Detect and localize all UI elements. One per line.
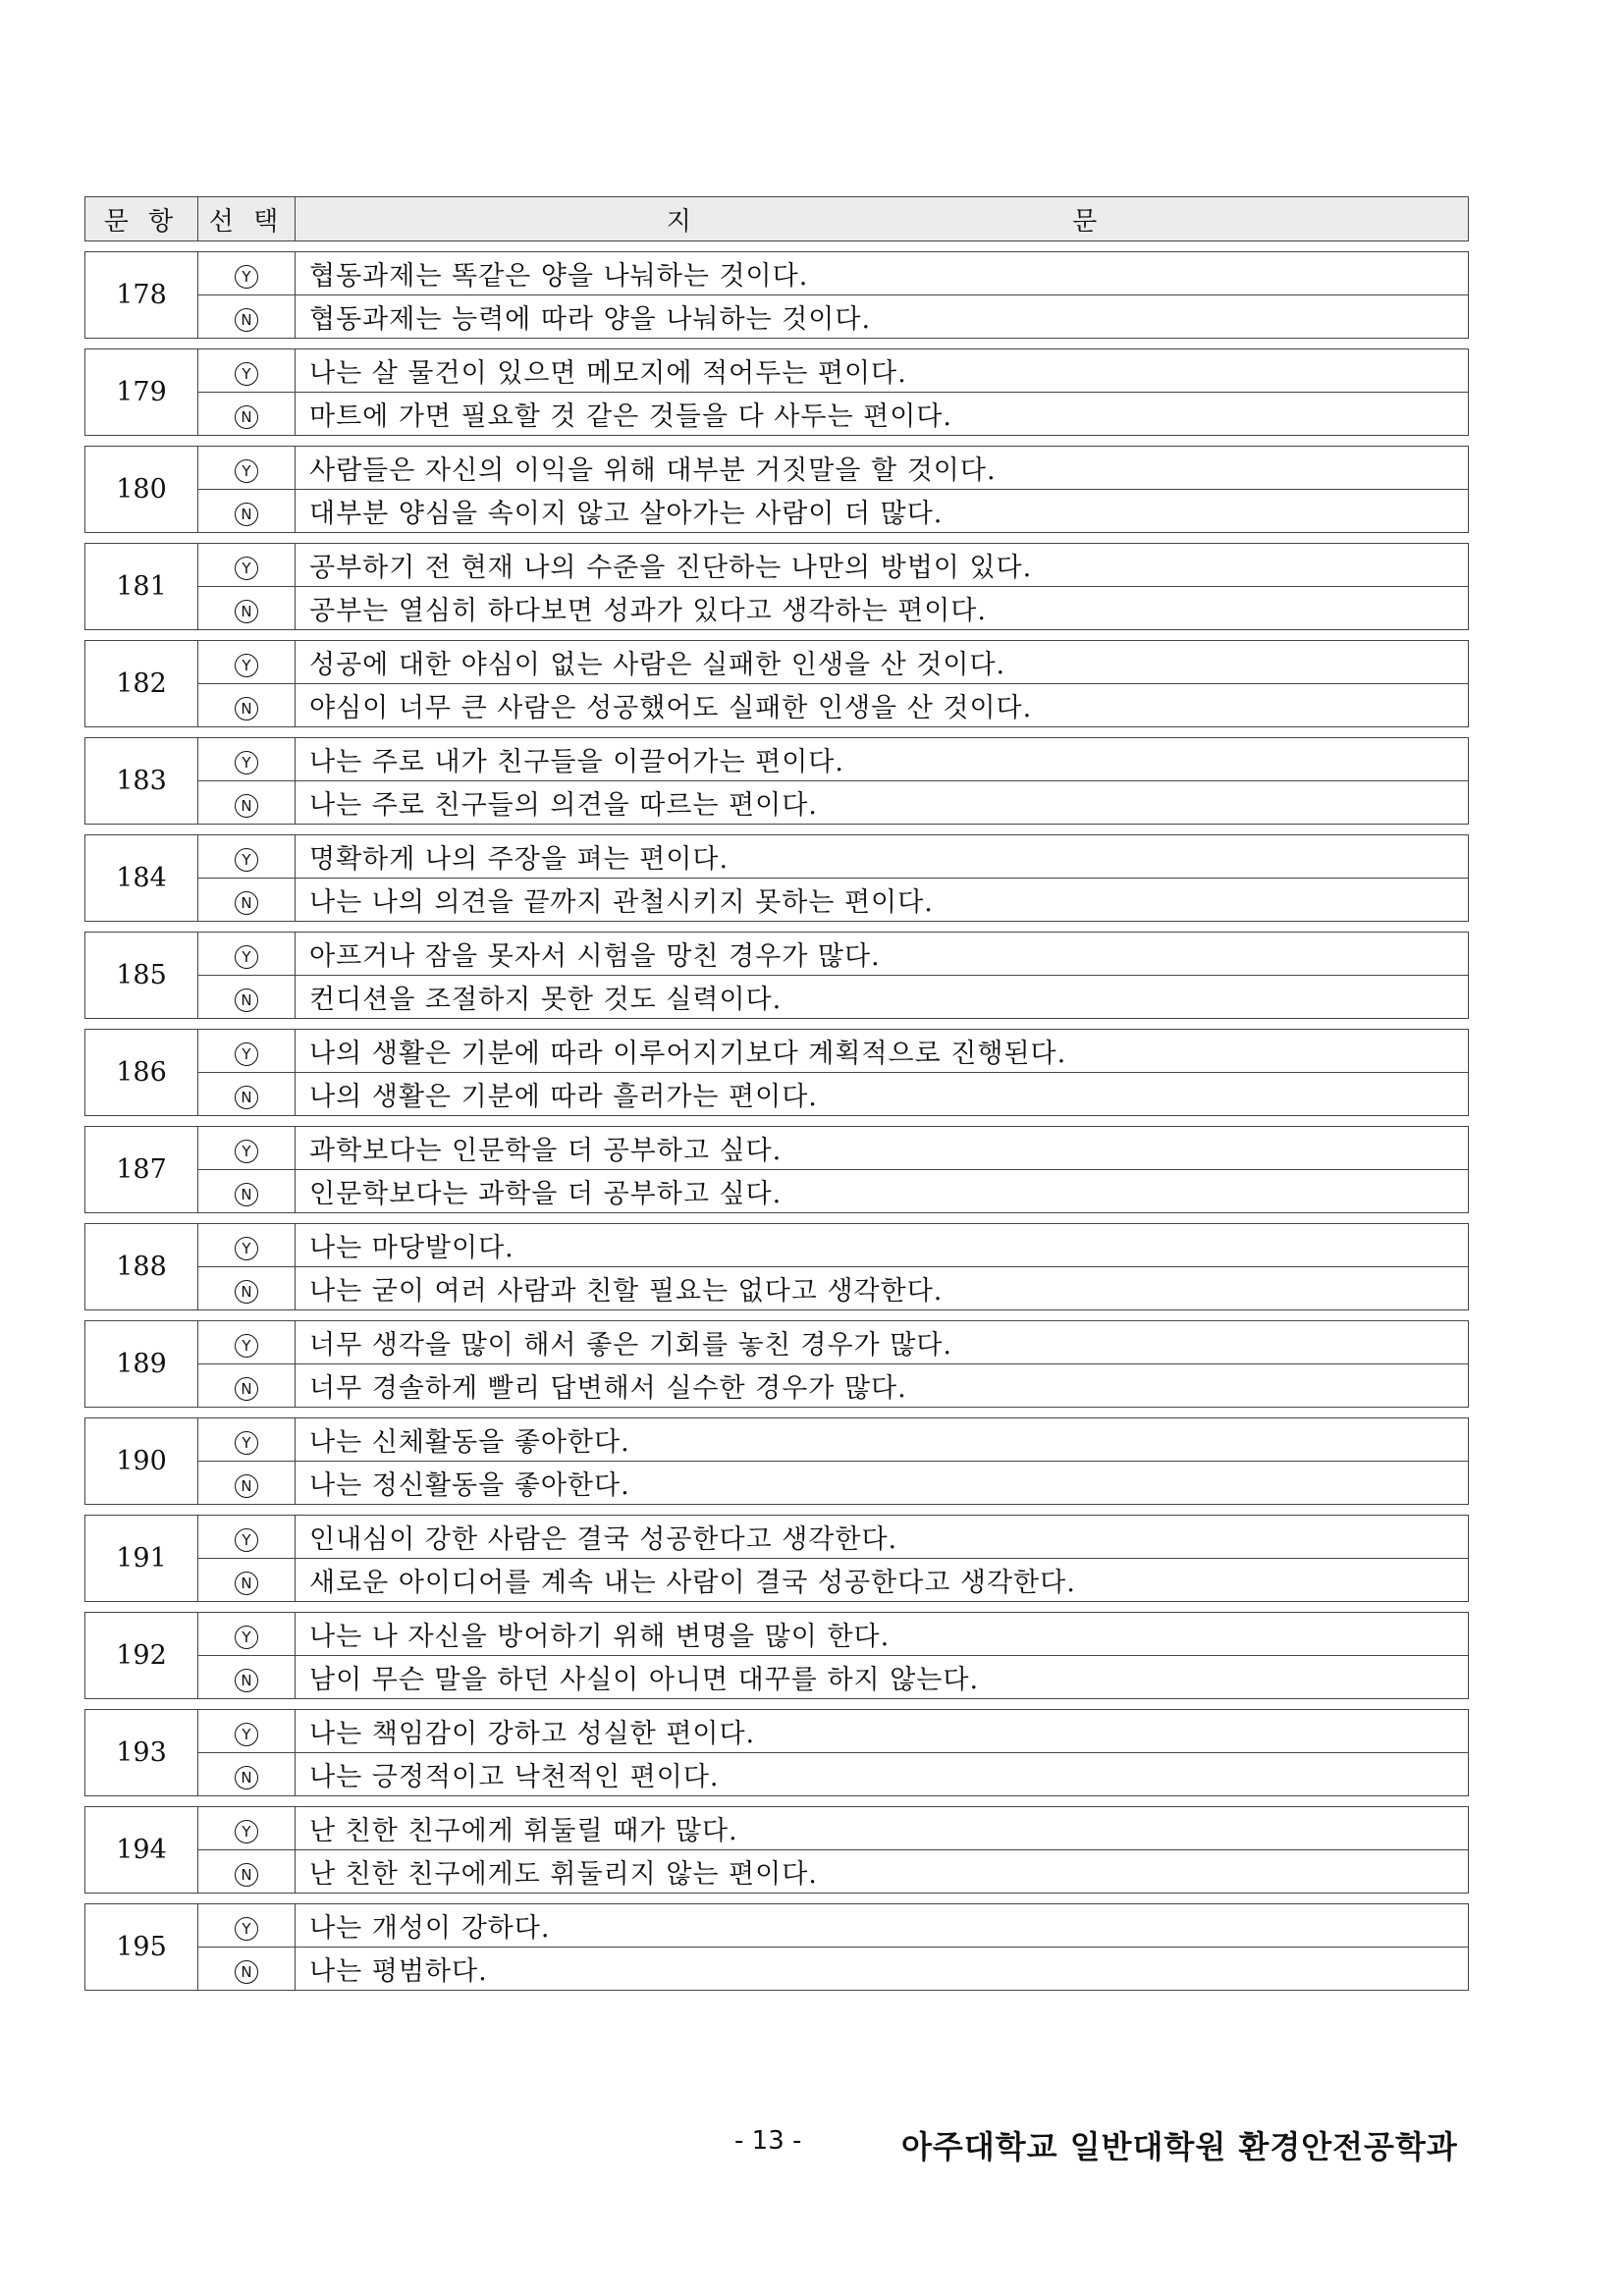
question-number: 191 bbox=[85, 1516, 198, 1602]
question-sheet bbox=[84, 196, 1469, 1991]
question-item bbox=[84, 1320, 1469, 1408]
statement-n: 협동과제는 능력에 따라 양을 나눠하는 것이다. bbox=[296, 295, 1469, 339]
choice-row-y bbox=[85, 1516, 1469, 1559]
choice-n-cell[interactable] bbox=[198, 490, 296, 533]
statement-n: 나는 나의 의견을 끝까지 관철시키지 못하는 편이다. bbox=[296, 879, 1469, 922]
statement-n: 대부분 양심을 속이지 않고 살아가는 사람이 더 많다. bbox=[296, 490, 1469, 533]
header-choice: 선 택 bbox=[198, 197, 296, 241]
question-number: 190 bbox=[85, 1418, 198, 1505]
statement-y: 명확하게 나의 주장을 펴는 편이다. bbox=[296, 835, 1469, 879]
choice-n-icon[interactable]: N bbox=[235, 308, 258, 332]
choice-row-y bbox=[85, 1710, 1469, 1753]
choice-row-y bbox=[85, 349, 1469, 393]
choice-n-icon[interactable]: N bbox=[235, 1960, 258, 1984]
choice-row-n bbox=[85, 490, 1469, 533]
choice-y-cell[interactable] bbox=[198, 1418, 296, 1462]
question-number: 181 bbox=[85, 544, 198, 630]
choice-y-cell[interactable] bbox=[198, 1710, 296, 1753]
question-item bbox=[84, 543, 1469, 630]
page-footer bbox=[0, 2122, 1623, 2165]
question-number: 194 bbox=[85, 1807, 198, 1894]
question-item bbox=[84, 1126, 1469, 1213]
choice-row-y bbox=[85, 1127, 1469, 1170]
choice-n-cell[interactable] bbox=[198, 976, 296, 1019]
statement-n: 나는 긍정적이고 낙천적인 편이다. bbox=[296, 1753, 1469, 1796]
choice-row-y bbox=[85, 544, 1469, 587]
question-item bbox=[84, 1223, 1469, 1310]
choice-row-n bbox=[85, 1462, 1469, 1505]
statement-n: 야심이 너무 큰 사람은 성공했어도 실패한 인생을 산 것이다. bbox=[296, 684, 1469, 727]
choice-n-cell[interactable] bbox=[198, 1559, 296, 1602]
statement-n: 나는 굳이 여러 사람과 친할 필요는 없다고 생각한다. bbox=[296, 1267, 1469, 1310]
question-number: 183 bbox=[85, 738, 198, 825]
choice-row-y bbox=[85, 641, 1469, 684]
choice-n-icon[interactable]: N bbox=[235, 891, 258, 915]
choice-n-icon[interactable]: N bbox=[235, 1669, 258, 1692]
choice-n-icon[interactable]: N bbox=[235, 1863, 258, 1887]
question-item bbox=[84, 834, 1469, 922]
question-item bbox=[84, 640, 1469, 727]
choice-n-icon[interactable]: N bbox=[235, 600, 258, 623]
question-number: 182 bbox=[85, 641, 198, 727]
choice-n-cell[interactable] bbox=[198, 1170, 296, 1213]
choice-y-cell[interactable] bbox=[198, 544, 296, 587]
statement-n: 나의 생활은 기분에 따라 흘러가는 편이다. bbox=[296, 1073, 1469, 1116]
choice-row-y bbox=[85, 1807, 1469, 1850]
choice-row-y bbox=[85, 447, 1469, 490]
choice-n-cell[interactable] bbox=[198, 684, 296, 727]
choice-row-y bbox=[85, 1321, 1469, 1364]
statement-y: 과학보다는 인문학을 더 공부하고 싶다. bbox=[296, 1127, 1469, 1170]
statement-y: 너무 생각을 많이 해서 좋은 기회를 놓친 경우가 많다. bbox=[296, 1321, 1469, 1364]
statement-y: 성공에 대한 야심이 없는 사람은 실패한 인생을 산 것이다. bbox=[296, 641, 1469, 684]
choice-row-y bbox=[85, 933, 1469, 976]
choice-y-cell[interactable] bbox=[198, 1807, 296, 1850]
statement-n: 너무 경솔하게 빨리 답변해서 실수한 경우가 많다. bbox=[296, 1364, 1469, 1408]
statement-y: 나는 마당발이다. bbox=[296, 1224, 1469, 1267]
question-number: 180 bbox=[85, 447, 198, 533]
choice-row-n bbox=[85, 295, 1469, 339]
statement-y: 아프거나 잠을 못자서 시험을 망친 경우가 많다. bbox=[296, 933, 1469, 976]
choice-row-n bbox=[85, 1559, 1469, 1602]
question-number: 185 bbox=[85, 933, 198, 1019]
choice-y-cell[interactable] bbox=[198, 252, 296, 295]
choice-n-cell[interactable] bbox=[198, 1753, 296, 1796]
choice-y-icon[interactable]: Y bbox=[235, 1042, 258, 1066]
statement-y: 나는 살 물건이 있으면 메모지에 적어두는 편이다. bbox=[296, 349, 1469, 393]
choice-y-cell[interactable] bbox=[198, 1127, 296, 1170]
question-item bbox=[84, 446, 1469, 533]
choice-y-icon[interactable]: Y bbox=[235, 1528, 258, 1552]
question-number: 192 bbox=[85, 1613, 198, 1699]
statement-n: 인문학보다는 과학을 더 공부하고 싶다. bbox=[296, 1170, 1469, 1213]
choice-n-icon[interactable]: N bbox=[235, 1572, 258, 1595]
choice-n-cell[interactable] bbox=[198, 1364, 296, 1408]
choice-row-y bbox=[85, 1224, 1469, 1267]
question-number: 195 bbox=[85, 1904, 198, 1991]
choice-n-icon[interactable]: N bbox=[235, 405, 258, 429]
question-item bbox=[84, 1709, 1469, 1796]
choice-row-n bbox=[85, 1073, 1469, 1116]
choice-n-icon[interactable]: N bbox=[235, 503, 258, 526]
choice-y-icon[interactable]: Y bbox=[235, 1237, 258, 1260]
statement-y: 나는 신체활동을 좋아한다. bbox=[296, 1418, 1469, 1462]
choice-y-icon[interactable]: Y bbox=[235, 751, 258, 774]
statement-y: 난 친한 친구에게 휘둘릴 때가 많다. bbox=[296, 1807, 1469, 1850]
statement-n: 새로운 아이디어를 계속 내는 사람이 결국 성공한다고 생각한다. bbox=[296, 1559, 1469, 1602]
choice-row-n bbox=[85, 879, 1469, 922]
statement-n: 나는 주로 친구들의 의견을 따르는 편이다. bbox=[296, 781, 1469, 825]
question-item bbox=[84, 1806, 1469, 1894]
choice-y-cell[interactable] bbox=[198, 1224, 296, 1267]
question-item bbox=[84, 1903, 1469, 1991]
choice-y-cell[interactable] bbox=[198, 1030, 296, 1073]
choice-y-icon[interactable]: Y bbox=[235, 362, 258, 386]
statement-y: 나는 나 자신을 방어하기 위해 변명을 많이 한다. bbox=[296, 1613, 1469, 1656]
choice-row-y bbox=[85, 738, 1469, 781]
choice-y-icon[interactable]: Y bbox=[235, 1820, 258, 1843]
question-item bbox=[84, 737, 1469, 825]
choice-y-icon[interactable]: Y bbox=[235, 1626, 258, 1649]
choice-y-cell[interactable] bbox=[198, 641, 296, 684]
choice-row-y bbox=[85, 1904, 1469, 1948]
statement-y: 나는 주로 내가 친구들을 이끌어가는 편이다. bbox=[296, 738, 1469, 781]
page-number: - 13 - bbox=[734, 2126, 802, 2156]
choice-n-cell[interactable] bbox=[198, 1948, 296, 1991]
choice-row-y bbox=[85, 1418, 1469, 1462]
choice-y-cell[interactable] bbox=[198, 1321, 296, 1364]
choice-row-y bbox=[85, 1030, 1469, 1073]
question-number: 178 bbox=[85, 252, 198, 339]
question-number: 187 bbox=[85, 1127, 198, 1213]
question-number: 189 bbox=[85, 1321, 198, 1408]
choice-n-cell[interactable] bbox=[198, 1462, 296, 1505]
statement-n: 컨디션을 조절하지 못한 것도 실력이다. bbox=[296, 976, 1469, 1019]
choice-n-icon[interactable]: N bbox=[235, 1377, 258, 1401]
choice-n-cell[interactable] bbox=[198, 295, 296, 339]
choice-y-cell[interactable] bbox=[198, 835, 296, 879]
question-item bbox=[84, 932, 1469, 1019]
choice-y-icon[interactable]: Y bbox=[235, 1917, 258, 1941]
choice-y-icon[interactable]: Y bbox=[235, 557, 258, 580]
choice-y-cell[interactable] bbox=[198, 933, 296, 976]
header-num: 문 항 bbox=[85, 197, 198, 241]
choice-row-n bbox=[85, 1267, 1469, 1310]
statement-y: 나는 책임감이 강하고 성실한 편이다. bbox=[296, 1710, 1469, 1753]
header-table bbox=[84, 196, 1469, 241]
choice-y-cell[interactable] bbox=[198, 1904, 296, 1948]
question-item bbox=[84, 1612, 1469, 1699]
choice-row-n bbox=[85, 393, 1469, 436]
header-row bbox=[85, 197, 1469, 241]
statement-n: 나는 정신활동을 좋아한다. bbox=[296, 1462, 1469, 1505]
choice-n-cell[interactable] bbox=[198, 393, 296, 436]
choice-row-n bbox=[85, 587, 1469, 630]
choice-y-cell[interactable] bbox=[198, 1516, 296, 1559]
choice-row-y bbox=[85, 1613, 1469, 1656]
statement-n: 난 친한 친구에게도 휘둘리지 않는 편이다. bbox=[296, 1850, 1469, 1894]
choice-row-n bbox=[85, 1850, 1469, 1894]
choice-n-cell[interactable] bbox=[198, 1073, 296, 1116]
choice-n-cell[interactable] bbox=[198, 1850, 296, 1894]
choice-row-n bbox=[85, 684, 1469, 727]
choice-y-icon[interactable]: Y bbox=[235, 459, 258, 483]
choice-n-icon[interactable]: N bbox=[235, 1086, 258, 1109]
choice-n-cell[interactable] bbox=[198, 1656, 296, 1699]
question-item bbox=[84, 251, 1469, 339]
item-list bbox=[84, 251, 1469, 1991]
question-item bbox=[84, 348, 1469, 436]
choice-row-y bbox=[85, 835, 1469, 879]
statement-n: 공부는 열심히 하다보면 성과가 있다고 생각하는 편이다. bbox=[296, 587, 1469, 630]
choice-y-cell[interactable] bbox=[198, 738, 296, 781]
choice-y-icon[interactable]: Y bbox=[235, 1431, 258, 1455]
question-number: 186 bbox=[85, 1030, 198, 1116]
question-item bbox=[84, 1029, 1469, 1116]
choice-row-n bbox=[85, 1753, 1469, 1796]
choice-n-icon[interactable]: N bbox=[235, 1280, 258, 1304]
choice-row-n bbox=[85, 1170, 1469, 1213]
department-name: 아주대학교 일반대학원 환경안전공학과 bbox=[901, 2128, 1458, 2165]
choice-y-icon[interactable]: Y bbox=[235, 654, 258, 677]
statement-n: 남이 무슨 말을 하던 사실이 아니면 대꾸를 하지 않는다. bbox=[296, 1656, 1469, 1699]
choice-n-icon[interactable]: N bbox=[235, 697, 258, 721]
choice-n-icon[interactable]: N bbox=[235, 1474, 258, 1498]
statement-y: 나의 생활은 기분에 따라 이루어지기보다 계획적으로 진행된다. bbox=[296, 1030, 1469, 1073]
question-number: 193 bbox=[85, 1710, 198, 1796]
question-item bbox=[84, 1515, 1469, 1602]
statement-y: 협동과제는 똑같은 양을 나눠하는 것이다. bbox=[296, 252, 1469, 295]
choice-y-icon[interactable]: Y bbox=[235, 945, 258, 969]
statement-y: 인내심이 강한 사람은 결국 성공한다고 생각한다. bbox=[296, 1516, 1469, 1559]
choice-row-n bbox=[85, 1948, 1469, 1991]
choice-n-icon[interactable]: N bbox=[235, 1766, 258, 1789]
choice-n-cell[interactable] bbox=[198, 1267, 296, 1310]
question-number: 184 bbox=[85, 835, 198, 922]
question-number: 188 bbox=[85, 1224, 198, 1310]
choice-n-cell[interactable] bbox=[198, 781, 296, 825]
choice-y-icon[interactable]: Y bbox=[235, 265, 258, 289]
statement-n: 마트에 가면 필요할 것 같은 것들을 다 사두는 편이다. bbox=[296, 393, 1469, 436]
choice-n-icon[interactable]: N bbox=[235, 988, 258, 1012]
question-item bbox=[84, 1417, 1469, 1505]
choice-y-icon[interactable]: Y bbox=[235, 1140, 258, 1163]
header-text: 지 문 bbox=[296, 197, 1469, 241]
choice-y-icon[interactable]: Y bbox=[235, 1334, 258, 1358]
choice-row-n bbox=[85, 781, 1469, 825]
choice-y-icon[interactable]: Y bbox=[235, 1723, 258, 1746]
statement-y: 나는 개성이 강하다. bbox=[296, 1904, 1469, 1948]
statement-n: 나는 평범하다. bbox=[296, 1948, 1469, 1991]
question-number: 179 bbox=[85, 349, 198, 436]
choice-row-n bbox=[85, 1364, 1469, 1408]
choice-y-cell[interactable] bbox=[198, 349, 296, 393]
choice-n-icon[interactable]: N bbox=[235, 1183, 258, 1206]
choice-n-icon[interactable]: N bbox=[235, 794, 258, 818]
statement-y: 공부하기 전 현재 나의 수준을 진단하는 나만의 방법이 있다. bbox=[296, 544, 1469, 587]
choice-y-icon[interactable]: Y bbox=[235, 848, 258, 872]
choice-n-cell[interactable] bbox=[198, 587, 296, 630]
statement-y: 사람들은 자신의 이익을 위해 대부분 거짓말을 할 것이다. bbox=[296, 447, 1469, 490]
choice-row-n bbox=[85, 1656, 1469, 1699]
choice-y-cell[interactable] bbox=[198, 1613, 296, 1656]
choice-row-y bbox=[85, 252, 1469, 295]
choice-y-cell[interactable] bbox=[198, 447, 296, 490]
choice-row-n bbox=[85, 976, 1469, 1019]
choice-n-cell[interactable] bbox=[198, 879, 296, 922]
